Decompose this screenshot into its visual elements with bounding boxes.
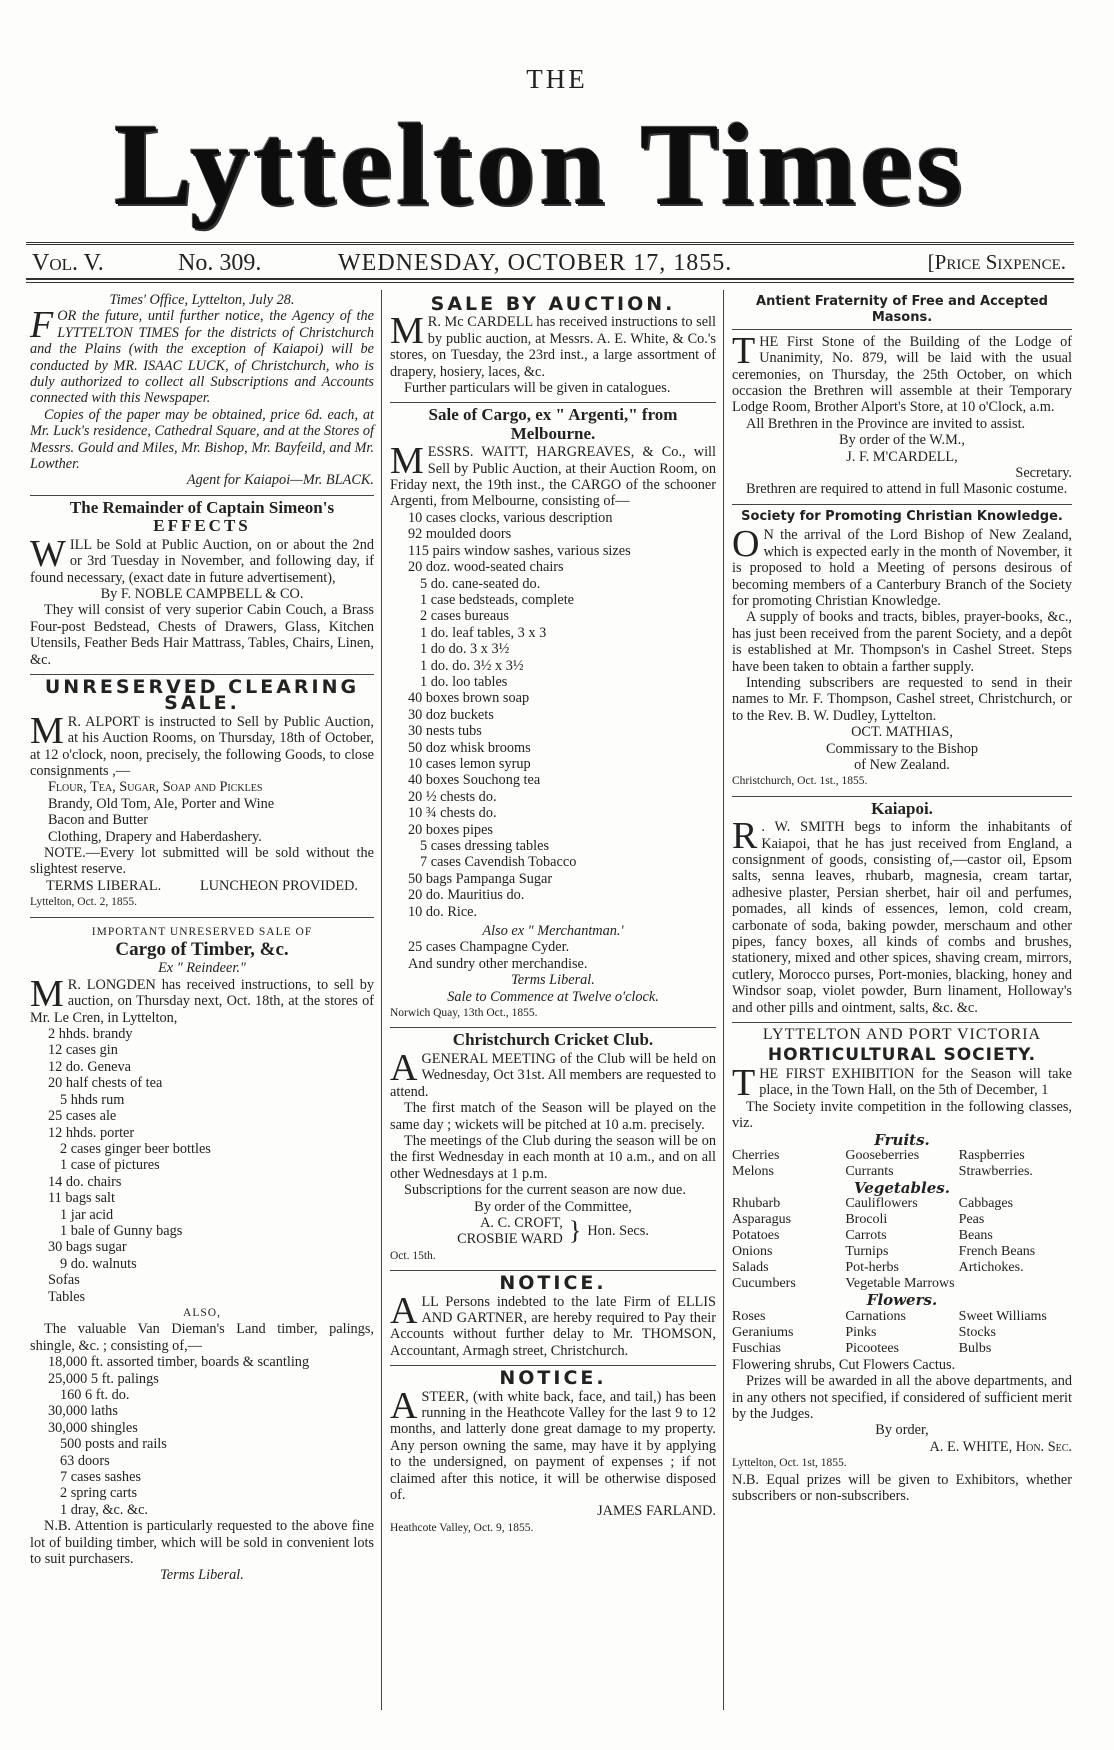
- auction-ad: [390, 293, 716, 397]
- argenti-cargo-ad: [390, 407, 716, 1021]
- dateline: [28, 250, 1072, 278]
- class-item: Artichokes.: [958, 1260, 1024, 1276]
- notice-body: All Brethren in the Province are invited to assist.: [746, 415, 1026, 432]
- notice-body: STEER, (with white back, face, and tail,) has been running in the Heathcote Valley for the last 9 to 12 months, and latterly done great damage to my property. Any person owning the same, may have it by applying to the undersigned, on payment of expenses ; if not claimed after this notice, it will be otherwise disposed of.: [390, 1388, 716, 1504]
- class-item: Pot-herbs: [845, 1260, 899, 1276]
- list-item: 25 cases ale: [48, 1108, 117, 1125]
- notice-place-date: Lyttelton, Oct. 1st, 1855.: [732, 1457, 847, 1470]
- class-item: Roses: [732, 1308, 766, 1324]
- list-item: 9 do. walnuts: [60, 1255, 137, 1272]
- ad-terms: Terms Liberal.: [511, 972, 595, 989]
- class-item: Peas: [958, 1212, 985, 1228]
- class-item: Cauliflowers: [845, 1196, 918, 1212]
- class-heading-flowers: Flowers.: [866, 1291, 938, 1310]
- issue-number: No. 309.: [178, 250, 262, 276]
- class-item: French Beans: [958, 1244, 1036, 1260]
- class-item: Turnips: [845, 1244, 889, 1260]
- secretary-role: Hon. Secs.: [587, 1223, 649, 1240]
- drop-cap: M: [30, 709, 64, 752]
- ad-place-date: Norwich Quay, 13th Oct., 1855.: [390, 1007, 538, 1020]
- list-item: 1 dray, &c. &c.: [60, 1501, 149, 1518]
- list-item: 40 boxes Souchong tea: [408, 772, 541, 789]
- list-item: 40 boxes brown soap: [408, 690, 530, 707]
- clearing-sale-ad: [30, 675, 374, 911]
- list-item: 20 do. Mauritius do.: [408, 887, 525, 904]
- class-item: Cherries: [732, 1147, 780, 1163]
- list-item: 14 do. chairs: [48, 1173, 122, 1190]
- list-item: 12 hhds. porter: [48, 1124, 135, 1141]
- class-item: Strawberries.: [958, 1163, 1033, 1179]
- list-item: 10 do. Rice.: [408, 903, 478, 920]
- signatory-name: OCT. MATHIAS,: [851, 724, 953, 741]
- class-item: Potatoes: [732, 1228, 780, 1244]
- notice-heading: Christchurch Cricket Club.: [452, 1030, 654, 1050]
- list-item: 10 cases clocks, various description: [408, 509, 613, 526]
- notice-heading: Antient Fraternity of Free and Accepted Masons.: [756, 294, 1048, 326]
- ad-body: R. ALPORT is instructed to Sell by Public Auction, at his Auction Rooms, on Thursday, 18th of October, at 12 o'clock, noon, precisely, the following Goods, to close consignments ,—: [30, 713, 374, 779]
- class-item: Pinks: [845, 1324, 877, 1340]
- notice-body: The Society invite competition in the following classes, viz.: [732, 1098, 1072, 1132]
- column-2: [390, 292, 716, 1536]
- notice-heading: Society for Promoting Christian Knowledge.: [741, 508, 1063, 524]
- class-item: Carnations: [845, 1308, 906, 1324]
- notice-body: Prizes will be awarded in all the above departments, and in any others not specified, if considered of sufficient merit by the Judges.: [732, 1373, 1072, 1422]
- ad-heading: Kaiapoi.: [871, 798, 933, 818]
- list-item: 20 ½ chests do.: [408, 788, 497, 805]
- timber-list: [30, 1354, 374, 1518]
- notice-agent: Agent for Kaiapoi—Mr. BLACK.: [186, 472, 374, 489]
- list-item: 30 nests tubs: [408, 723, 482, 740]
- secretary-role: Secretary.: [1015, 465, 1072, 482]
- ad-body: The valuable Van Dieman's Land timber, palings, shingle, &c. ; consisting of,—: [30, 1321, 374, 1354]
- ad-luncheon: LUNCHEON PROVIDED.: [199, 877, 358, 894]
- list-item: 30,000 shingles: [48, 1419, 138, 1436]
- class-item: Cabbages: [958, 1196, 1014, 1212]
- list-item: 1 jar acid: [60, 1206, 114, 1223]
- list-item: 20 doz. wood-seated chairs: [408, 559, 564, 576]
- class-item: Fuschias: [732, 1340, 781, 1356]
- ad-terms: Terms Liberal.: [160, 1567, 244, 1584]
- list-item: 1 do do. 3 x 3½: [420, 641, 510, 658]
- issue-price: [Price Sixpence.: [927, 250, 1066, 274]
- list-item: 30,000 laths: [48, 1403, 118, 1420]
- class-item: Raspberries: [958, 1147, 1025, 1163]
- class-item: Bulbs: [958, 1340, 992, 1356]
- timber-cargo-ad: [30, 924, 374, 1584]
- class-item: Cucumbers: [732, 1276, 796, 1292]
- class-item: Rhubarb: [732, 1196, 781, 1212]
- list-item: 1 bale of Gunny bags: [60, 1222, 183, 1239]
- drop-cap: A: [390, 1384, 418, 1427]
- list-item: 30 doz buckets: [408, 706, 494, 723]
- column-rule: [381, 290, 382, 1710]
- drop-cap: A: [390, 1289, 418, 1332]
- list-item: 25,000 5 ft. palings: [48, 1370, 159, 1387]
- ad-heading: EFFECTS: [153, 516, 251, 536]
- list-item: 2 spring carts: [60, 1485, 138, 1502]
- spck-notice: [732, 509, 1072, 790]
- notice-by-order: By order,: [875, 1422, 929, 1439]
- ad-preheading: IMPORTANT UNRESERVED SALE OF: [91, 925, 313, 938]
- list-item: 2 cases ginger beer bottles: [60, 1140, 211, 1157]
- notice-place-date: Christchurch, Oct. 1st., 1855.: [732, 775, 868, 788]
- drop-cap: M: [390, 440, 424, 483]
- list-item: 30 bags sugar: [48, 1239, 127, 1256]
- class-item: Currants: [845, 1163, 894, 1179]
- secretary-name: J. F. M'CARDELL,: [846, 448, 958, 465]
- list-item: 12 do. Geneva: [48, 1058, 131, 1075]
- list-item: 10 ¾ chests do.: [408, 805, 497, 822]
- signatory-role: of New Zealand.: [854, 756, 950, 773]
- article-separator: [30, 674, 374, 675]
- list-item: 50 bags Pampanga Sugar: [408, 870, 553, 887]
- list-item: 2 hhds. brandy: [48, 1026, 133, 1043]
- list-item: 63 doors: [60, 1452, 110, 1469]
- ad-note: N.B. Attention is particularly requested to the above fine lot of building timber, which will be sold in convenient lots to suit purchasers.: [30, 1518, 374, 1568]
- notice-heading: NOTICE.: [499, 1272, 607, 1295]
- drop-cap: T: [732, 329, 756, 372]
- notice-signature: JAMES FARLAND.: [597, 1503, 716, 1520]
- list-item: 18,000 ft. assorted timber, boards & scantling: [48, 1354, 310, 1371]
- article-separator: [30, 917, 374, 918]
- notice-body: The first match of the Season will be played on the same day ; wickets will be pitched at 10 a.m. precisely.: [390, 1100, 716, 1133]
- ad-note: NOTE.—Every lot submitted will be sold without the slightest reserve.: [30, 845, 374, 878]
- notice-by-order: By order of the Committee,: [474, 1198, 632, 1215]
- ad-also: Also ex " Merchantman.': [482, 923, 624, 940]
- class-item: Vegetable Marrows: [845, 1276, 955, 1292]
- dateline-rule: [26, 278, 1074, 280]
- issue-date: WEDNESDAY, OCTOBER 17, 1855.: [338, 250, 733, 276]
- article-separator: [30, 495, 374, 496]
- masthead-title: Lyttelton Times: [113, 99, 967, 230]
- class-item: Salads: [732, 1260, 769, 1276]
- notice-heading: HORTICULTURAL SOCIETY.: [767, 1045, 1037, 1066]
- article-separator: [390, 1027, 716, 1028]
- article-separator: [732, 504, 1072, 505]
- list-item: 20 boxes pipes: [408, 821, 493, 838]
- secretary-name: A. E. WHITE, Hon. Sec.: [929, 1438, 1072, 1455]
- class-heading-fruits: Fruits.: [874, 1130, 930, 1149]
- ad-heading: Melbourne.: [510, 423, 596, 443]
- heading-rule: [732, 329, 1072, 330]
- dateline-rule-thin: [26, 282, 1074, 283]
- fruits-table: [732, 1148, 1072, 1180]
- ad-terms: TERMS LIBERAL.: [46, 877, 162, 894]
- notice-body: The meetings of the Club during the season will be on the first Wednesday in each month at 10 a.m., and on all other Wednesdays at 1 p.m.: [390, 1132, 716, 1182]
- class-item: Picootees: [845, 1340, 899, 1356]
- drop-cap: T: [732, 1061, 756, 1104]
- ad-ship: Ex " Reindeer.": [158, 960, 246, 977]
- list-item: Flour, Tea, Sugar, Soap and Pickles: [48, 779, 263, 796]
- ad-body: . W. SMITH begs to inform the inhabitants of Kaiapoi, that he has just received from England, a consignment of goods, consisting of,—castor oil, Epsom salts, senna leaves, rhubarb, magnesia, cream tartar, adhesive plaster, Persian sherbet, hair oil and perfumes, pomades, all kinds of essences, lemon, cold cream, carbonate of soda, baking powder, merschaum and other pipes, fancy boxes, all kinds of combs and brushes, stationery, mixed and other spices, shaving cream, mirrors, cutlery, Morocco purses, Port-monies, blacking, honey and Windsor soap, violet powder, Burn linament, Holloway's and other pills and ointment, salts, &c. &c.: [732, 819, 1072, 1016]
- ad-heading: UNRESERVED CLEARING SALE.: [44, 675, 360, 715]
- list-item: 115 pairs window sashes, various sizes: [408, 542, 631, 559]
- list-item: Clothing, Drapery and Haberdashery.: [48, 828, 262, 845]
- cargo-list: [30, 1026, 374, 1305]
- ellis-gartner-notice: [390, 1272, 716, 1359]
- notice-body: LL Persons indebted to the late Firm of ELLIS AND GARTNER, are hereby required to Pay their Accounts without further delay to Mr. THOMSON, Accountant, Armagh street, Christchurch.: [390, 1293, 716, 1359]
- list-item: 1 case bedsteads, complete: [420, 591, 575, 608]
- notice-dateline: Times' Office, Lyttelton, July 28.: [109, 292, 295, 308]
- notice-place-date: Heathcote Valley, Oct. 9, 1855.: [390, 1521, 534, 1534]
- steer-notice: [390, 1367, 716, 1536]
- volume-number: Vol. V.: [32, 250, 104, 276]
- article-separator: [390, 402, 716, 403]
- drop-cap: A: [390, 1046, 418, 1089]
- class-item: Asparagus: [732, 1212, 792, 1228]
- list-item: Brandy, Old Tom, Ale, Porter and Wine: [48, 795, 275, 812]
- notice-note: N.B. Equal prizes will be given to Exhibitors, whether subscribers or non-subscribers.: [732, 1471, 1072, 1504]
- ad-heading: Cargo of Timber, &c.: [115, 939, 289, 961]
- class-item: Gooseberries: [845, 1147, 920, 1163]
- horticultural-notice: [732, 1027, 1072, 1504]
- list-item: 160 6 ft. do.: [60, 1387, 130, 1403]
- notice-body: HE First Stone of the Building of the Lodge of Unanimity, No. 879, will be laid with the usual ceremonies, on Thursday, the 25th October, on which occasion the Brethren will assemble at their Temporary Lodge Room, Brother Alport's Store, at 10 o'Clock, a.m.: [732, 333, 1072, 416]
- list-item: 1 case of pictures: [60, 1157, 160, 1174]
- ad-body: ILL be Sold at Public Auction, on or about the 2nd or 3rd Tuesday in November, and following day, if found necessary, (exact date in future advertisement),: [30, 536, 374, 586]
- ad-heading: The Remainder of Captain Simeon's: [69, 497, 335, 517]
- secretary-name: CROSBIE WARD: [457, 1231, 563, 1248]
- article-separator: [732, 796, 1072, 797]
- drop-cap: M: [390, 310, 424, 353]
- kaiapoi-ad: [732, 798, 1072, 1016]
- article-separator: [390, 1270, 716, 1271]
- list-item: Sofas: [48, 1272, 80, 1289]
- class-item: Sweet Williams: [958, 1308, 1047, 1324]
- class-item: Onions: [732, 1244, 773, 1260]
- list-item: 12 cases gin: [48, 1042, 118, 1059]
- list-item: 5 hhds rum: [60, 1091, 125, 1108]
- masons-notice: [732, 294, 1072, 498]
- notice-body: GENERAL MEETING of the Club will be held on Wednesday, Oct 31st. All members are requested to attend.: [390, 1050, 716, 1100]
- list-item: And sundry other merchandise.: [408, 955, 588, 972]
- secretary-name: A. C. CROFT,: [480, 1214, 563, 1231]
- cargo-list: [390, 510, 716, 920]
- list-item: 25 cases Champagne Cyder.: [408, 939, 570, 956]
- class-item: Flowering shrubs, Cut Flowers Cactus.: [732, 1356, 956, 1373]
- cricket-club-notice: [390, 1032, 716, 1264]
- list-item: 1 do. do. 3½ x 3½: [420, 657, 524, 674]
- brace: }: [568, 1216, 582, 1246]
- class-item: Carrots: [845, 1228, 887, 1244]
- list-item: 2 cases bureaus: [420, 608, 509, 625]
- drop-cap: W: [30, 532, 66, 575]
- ad-body: R. Mc CARDELL has received instructions to sell by public auction, at Messrs. A. E. White, & Co.'s stores, on Tuesday, the 23rd inst., a large assortment of drapery, hosiery, laces, &c.: [390, 314, 716, 380]
- list-item: 1 do. loo tables: [420, 673, 508, 690]
- notice-body: Copies of the paper may be obtained, price 6d. each, at Mr. Luck's residence, Cathedral Square, and at the Stores of Messrs. Gould and Miles, Mr. Bishop, Mr. Bayfeild, and Mr. Lowther.: [30, 406, 374, 473]
- drop-cap: F: [30, 304, 54, 347]
- flowers-table: [732, 1309, 1072, 1357]
- ad-body: R. LONGDEN has received instructions, to sell by auction, on Thursday next, Oct. 18th, at the stores of Mr. Le Cren, in Lyttelton,: [30, 976, 374, 1026]
- list-item: Bacon and Butter: [48, 812, 149, 829]
- notice-body: Subscriptions for the current season are now due.: [404, 1182, 686, 1199]
- notice-body: HE FIRST EXHIBITION for the Season will take place, in the Town Hall, on the 5th of December, 1: [759, 1065, 1072, 1099]
- ad-body: ESSRS. WAITT, HARGREAVES, & Co., will Sell by Public Auction, at their Auction Room, on Friday next, the 19th inst., the CARGO of the schooner Argenti, from Melbourne, consisting of—: [390, 444, 716, 510]
- notice-body: Brethren are required to attend in full Masonic costume.: [746, 481, 1068, 498]
- masthead-the: THE: [526, 64, 588, 94]
- agency-notice: [30, 292, 374, 489]
- ad-sale-time: Sale to Commence at Twelve o'clock.: [447, 988, 659, 1005]
- list-item: 20 half chests of tea: [48, 1075, 163, 1092]
- ad-body: They will consist of very superior Cabin Couch, a Brass Four-post Bedstead, Chests of Drawers, Glass, Kitchen Utensils, Feather Beds Hair Mattrass, Tables, Chairs, Linen, &c.: [30, 602, 374, 668]
- notice-body: Intending subscribers are requested to send in their names to Mr. F. Thompson, Cashel street, Christchurch, or to the Rev. B. W. Dudley, Lyttelton.: [732, 674, 1072, 724]
- notice-by-order: By order of the W.M.,: [839, 432, 965, 449]
- notice-heading: NOTICE.: [499, 1367, 607, 1390]
- ad-place-date: Lyttelton, Oct. 2, 1855.: [30, 896, 138, 909]
- notice-body: A supply of books and tracts, bibles, prayer-books, &c., has just been received from the parent Society, and a depôt is established at Mr. Thompson's in Cashel Street. Steps have been taken to obtain a farther supply.: [732, 609, 1072, 675]
- column-rule: [723, 290, 724, 1710]
- article-separator: [390, 1365, 716, 1366]
- column-1: [30, 292, 374, 1584]
- class-item: Stocks: [958, 1324, 996, 1340]
- drop-cap: M: [30, 972, 64, 1015]
- class-item: Melons: [732, 1163, 774, 1179]
- notice-heading: LYTTELTON AND PORT VICTORIA: [762, 1026, 1042, 1044]
- list-item: 5 cases dressing tables: [420, 838, 550, 854]
- list-item: 10 cases lemon syrup: [408, 755, 531, 772]
- simeon-effects-ad: [30, 497, 374, 668]
- ad-heading: SALE BY AUCTION.: [430, 293, 676, 315]
- class-item: Beans: [958, 1228, 993, 1244]
- class-item: Geraniums: [732, 1324, 794, 1340]
- drop-cap: O: [732, 523, 760, 566]
- signatory-role: Commissary to the Bishop: [825, 740, 979, 757]
- drop-cap: R: [732, 815, 758, 858]
- ad-body: Further particulars will be given in catalogues.: [404, 380, 671, 397]
- article-separator: [732, 1022, 1072, 1023]
- list-item: 1 do. leaf tables, 3 x 3: [420, 624, 547, 641]
- class-item: Brocoli: [845, 1212, 888, 1228]
- notice-date: Oct. 15th.: [390, 1249, 436, 1262]
- list-item: 92 moulded doors: [408, 526, 512, 543]
- masthead-rule: [26, 242, 1074, 247]
- ad-also: ALSO,: [183, 1306, 221, 1319]
- notice-body: OR the future, until further notice, the Agency of the LYTTELTON TIMES for the districts of Christchurch and the Plains (with the exception of Kaiapoi) will be conducted by MR. ISAAC LUCK, of Christchurch, who is duly authorized to collect all Subscriptions and Accounts connected with this Newspaper.: [30, 308, 374, 407]
- list-item: 11 bags salt: [48, 1190, 115, 1207]
- notice-body: N the arrival of the Lord Bishop of New Zealand, which is expected early in the month of November, it is proposed to hold a Meeting of persons desirous of becoming members of a Canterbury Branch of the Society for promoting Christian Knowledge.: [732, 527, 1072, 609]
- ad-auctioneer: By F. NOBLE CAMPBELL & CO.: [100, 585, 304, 602]
- list-item: 500 posts and rails: [60, 1436, 167, 1453]
- class-heading-vegetables: Vegetables.: [854, 1178, 950, 1197]
- list-item: Tables: [48, 1288, 86, 1305]
- list-item: 7 cases Cavendish Tobacco: [420, 854, 577, 871]
- list-item: 50 doz whisk brooms: [408, 739, 531, 756]
- vegetables-table: [732, 1196, 1072, 1292]
- ad-heading: Sale of Cargo, ex " Argenti," from: [428, 405, 678, 425]
- list-item: 7 cases sashes: [60, 1469, 141, 1486]
- list-item: 5 do. cane-seated do.: [420, 575, 541, 592]
- column-3: [732, 292, 1072, 1504]
